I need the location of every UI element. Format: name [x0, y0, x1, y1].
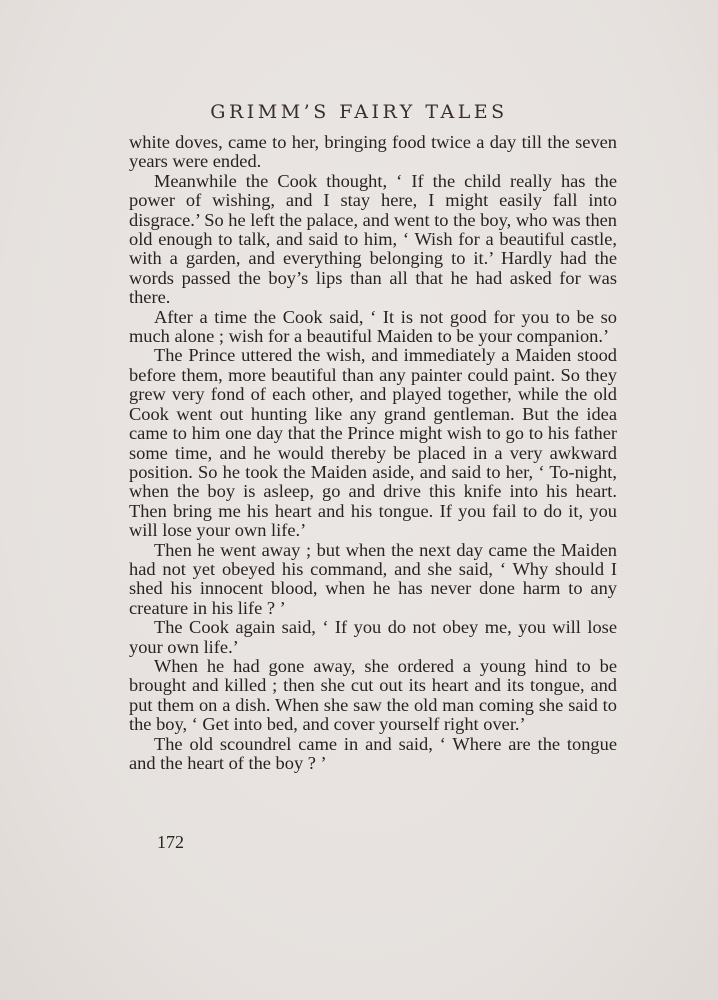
paragraph: The Cook again said, ‘ If you do not obey me, you will lose your own life.’	[129, 617, 617, 657]
paragraph: The Prince uttered the wish, and immediately a Maiden stood before them, more beautiful than any painter could paint. So they grew very fond of each other, and played together, while the old Cook went out hunting like any grand gentleman. But the idea came to him one day that the Prince might wish to go to his father some time, and he would thereby be placed in a very awkward position. So he took the Maiden aside, and said to her, ‘ To-night, when the boy is asleep, go and drive this knife into his heart. Then bring me his heart and his tongue. If you fail to do it, you will lose your own life.’	[129, 345, 617, 541]
paragraph: Then he went away ; but when the next day came the Maiden had not yet obeyed his command, and she said, ‘ Why should I shed his innocent blood, when he has never done harm to any creature in his life ? ’	[129, 539, 617, 618]
paragraph: Meanwhile the Cook thought, ‘ If the child really has the power of wishing, and I stay here, I might easily fall into disgrace.’ So he left the palace, and went to the boy, who was then old enough to talk, and said to him, ‘ Wish for a beautiful castle, with a garden, and everything belonging to it.’ Hardly had the words passed the boy’s lips than all that he had asked for was there.	[129, 170, 617, 308]
page-number: 172	[157, 832, 184, 852]
paragraph: The old scoundrel came in and said, ‘ Where are the tongue and the heart of the boy ? ’	[129, 733, 617, 773]
paragraph: white doves, came to her, bringing food twice a day till the seven years were ended.	[129, 132, 617, 172]
running-head: GRIMM’S FAIRY TALES	[210, 101, 508, 123]
paragraph: When he had gone away, she ordered a young hind to be brought and killed ; then she cut out its heart and its tongue, and put them on a dish. When she saw the old man coming she said to the boy, ‘ Get into bed, and cover yourself right over.’	[129, 655, 617, 735]
paragraph: After a time the Cook said, ‘ It is not good for you to be so much alone ; wish for a beautiful Maiden to be your companion.’	[129, 306, 617, 347]
body-text	[129, 133, 617, 773]
